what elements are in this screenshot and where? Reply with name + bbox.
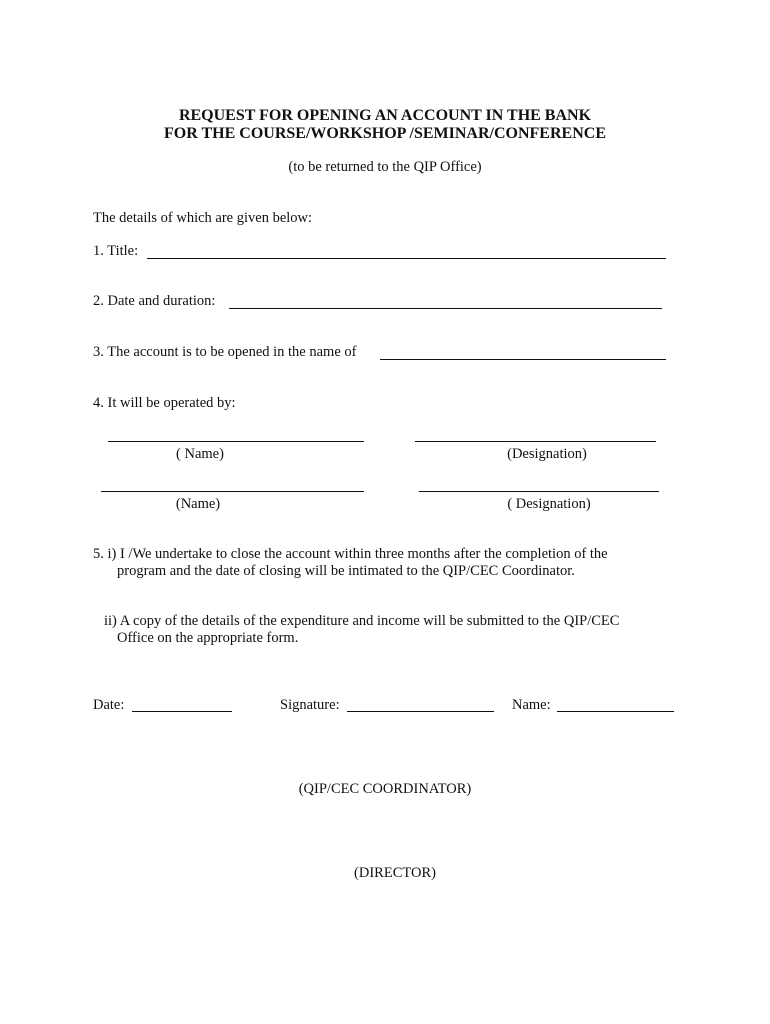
- operated-by-label: 4. It will be operated by:: [93, 395, 236, 411]
- form-title-line-2: FOR THE COURSE/WORKSHOP /SEMINAR/CONFERENCE: [164, 125, 606, 142]
- undertaking-item-ii-line-1: ii) A copy of the details of the expenditure and income will be submitted to the QIP/CEC: [104, 613, 620, 629]
- signature-field-line[interactable]: [347, 711, 494, 712]
- coordinator-caption: (QIP/CEC COORDINATOR): [298, 781, 472, 797]
- signatory-1-name-caption: ( Name): [176, 446, 224, 462]
- date-field-line[interactable]: [132, 711, 232, 712]
- date-duration-field-line[interactable]: [229, 308, 662, 309]
- signatory-2-name-line[interactable]: [101, 491, 364, 492]
- date-label: Date:: [93, 697, 125, 713]
- date-duration-field-label: 2. Date and duration:: [93, 293, 216, 309]
- form-subtitle: (to be returned to the QIP Office): [288, 159, 482, 175]
- signatory-1-name-line[interactable]: [108, 441, 364, 442]
- signatory-2-designation-line[interactable]: [419, 491, 659, 492]
- signatory-1-designation-line[interactable]: [415, 441, 656, 442]
- account-name-field-label: 3. The account is to be opened in the name of: [93, 344, 357, 360]
- signature-label: Signature:: [280, 697, 340, 713]
- undertaking-item-ii-line-2: Office on the appropriate form.: [117, 630, 299, 646]
- signatory-1-designation-caption: (Designation): [507, 446, 587, 462]
- title-field-label: 1. Title:: [93, 243, 139, 259]
- account-name-field-line[interactable]: [380, 359, 666, 360]
- director-caption: (DIRECTOR): [354, 865, 436, 881]
- undertaking-item-i-line-1: 5. i) I /We undertake to close the account within three months after the completion of the: [93, 546, 608, 562]
- form-title-line-1: REQUEST FOR OPENING AN ACCOUNT IN THE BANK: [178, 107, 592, 124]
- intro-text: The details of which are given below:: [93, 210, 313, 226]
- name-label: Name:: [512, 697, 551, 713]
- undertaking-item-i-line-2: program and the date of closing will be intimated to the QIP/CEC Coordinator.: [117, 563, 575, 579]
- name-field-line[interactable]: [557, 711, 674, 712]
- signatory-2-designation-caption: ( Designation): [507, 496, 591, 512]
- signatory-2-name-caption: (Name): [175, 496, 221, 512]
- title-field-line[interactable]: [147, 258, 666, 259]
